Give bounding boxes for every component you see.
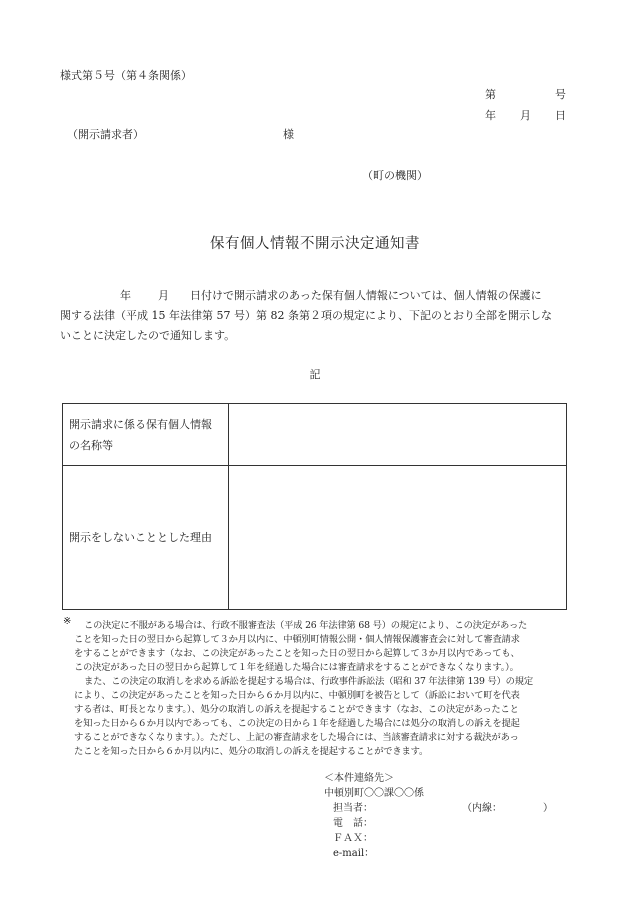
decision-table xyxy=(62,403,567,610)
issue-date-year: 年 xyxy=(485,109,496,122)
contact-heading: ＜本件連絡先＞ xyxy=(324,773,394,784)
contact-extension-close: ） xyxy=(543,803,553,814)
note-line: を知った日から６か月以内であっても、この決定の日から１年を経過した場合には処分の取消しの訴えを提起 xyxy=(74,718,520,729)
note-line: により、この決定があったことを知った日から６か月以内に、中頓別町を被告として（訴訟において町を代表 xyxy=(74,690,520,701)
document-number-label: 第 xyxy=(485,88,496,101)
contact-extension-open: （内線： xyxy=(462,803,502,814)
reason-value xyxy=(229,466,567,610)
ki-heading: 記 xyxy=(309,368,321,381)
body-text-line: 日付けで開示請求のあった保有個人情報については、個人情報の保護に xyxy=(190,289,542,302)
note-line: ことを知った日の翌日から起算して３か月以内に、中頓別町情報公開・個人情報保護審査会に対して審査請求 xyxy=(74,634,520,645)
contact-person-label: 担当者： xyxy=(333,803,373,814)
note-line: をすることができます（なお、この決定があったことを知った日の翌日から起算して３か月以内であっても、 xyxy=(74,648,520,659)
info-name-value xyxy=(229,404,567,466)
info-name-label-line: の名称等 xyxy=(69,438,113,452)
table-row xyxy=(63,466,567,610)
requester-honorific: 様 xyxy=(283,128,294,141)
note-mark: ※ xyxy=(63,616,72,627)
reason-label: 開示をしないこととした理由 xyxy=(63,466,229,610)
form-number: 様式第５号（第４条関係） xyxy=(60,69,192,82)
info-name-label-line: 開示請求に係る保有個人情報 xyxy=(69,417,212,431)
note-line: この決定に不服がある場合は、行政不服審査法（平成 26 年法律第 68 号）の規定により、この決定があった xyxy=(84,620,528,631)
issue-date-month: 月 xyxy=(520,109,531,122)
issue-date-day: 日 xyxy=(555,109,566,122)
document-number-suffix: 号 xyxy=(555,88,566,101)
document-title: 保有個人情報不開示決定通知書 xyxy=(210,236,420,252)
requester-label: （開示請求者） xyxy=(67,128,144,141)
note-line: する者は、町長となります。）、処分の取消しの訴えを提起することができます（なお、この決定があったこと xyxy=(74,704,519,715)
contact-fax-label: ＦＡＸ： xyxy=(333,833,373,844)
issuing-agency: （町の機関） xyxy=(362,169,428,182)
note-line: することができなくなります。）。ただし、上記の審査請求をした場合には、当該審査請求に対する裁決があっ xyxy=(74,732,519,743)
note-line: また、この決定の取消しを求める訴訟を提起する場合は、行政事件訴訟法（昭和 37 年法律第 139 号）の規定 xyxy=(84,676,533,687)
request-date-year: 年 xyxy=(120,289,131,302)
request-date-month: 月 xyxy=(158,289,169,302)
contact-email-label: e-mail： xyxy=(333,848,375,859)
note-line: たことを知った日から６か月以内に、処分の取消しの訴えを提起することができます。 xyxy=(74,746,429,757)
body-text-line: 関する法律（平成 15 年法律第 57 号）第 82 条第２項の規定により、下記のとおり全部を開示しな xyxy=(60,309,552,322)
body-text-line: いことに決定したので通知します。 xyxy=(60,329,236,342)
table-row xyxy=(63,404,567,466)
note-line: この決定があった日の翌日から起算して１年を経過した場合には審査請求をすることができなくなります。）。 xyxy=(74,662,519,673)
info-name-label xyxy=(63,404,229,466)
contact-department: 中頓別町〇〇課〇〇係 xyxy=(324,788,424,799)
contact-phone-label: 電 話： xyxy=(333,818,373,829)
